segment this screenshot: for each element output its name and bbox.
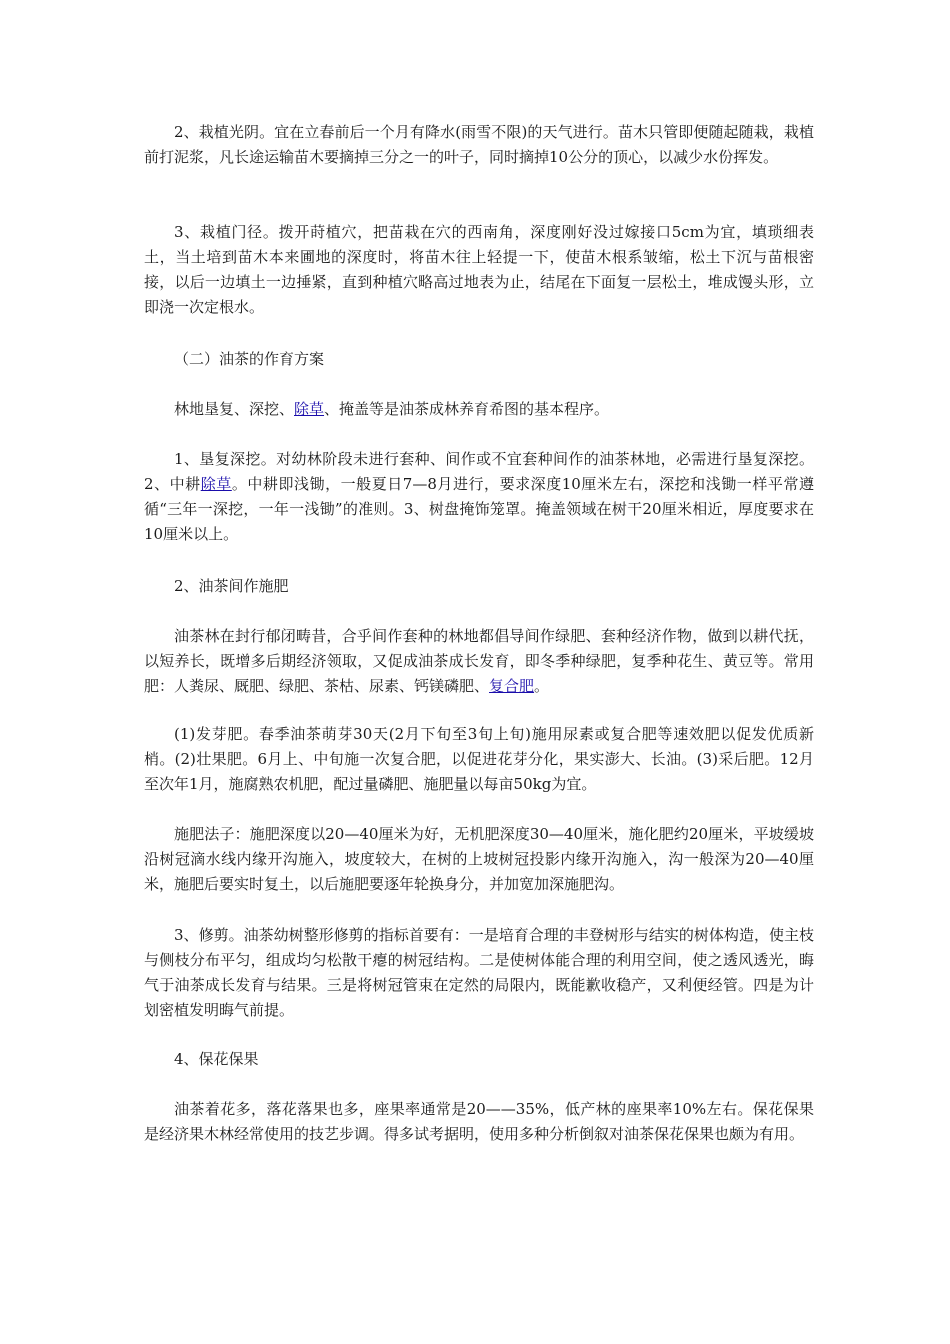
section-heading-intercropping: 2、油茶间作施肥 bbox=[174, 577, 289, 595]
paragraph-deep-digging: 1、垦复深挖。对幼林阶段未进行套种、间作或不宜套种间作的油茶林地，必需进行垦复深挖。2、中耕除草。中耕即浅锄，一般夏日7—8月进行，要求深度10厘米左右，深挖和浅锄一样平常遵循“三年一深挖，一年一浅锄”的准则。3、树盘掩饰笼罩。掩盖领域在树干20厘米相近，厚度要求在10厘米以上。 bbox=[144, 450, 814, 543]
paragraph-planting-method: 3、栽植门径。拨开莳植穴，把苗栽在穴的西南角，深度刚好没过嫁接口5cm为宜，填琐细表土，当土培到苗木本来圃地的深度时，将苗木往上轻提一下，使苗木根系皱缩，松土下沉与苗根密接，以后一边填土一边捶紧，直到种植穴略高过地表为止，结尾在下面复一层松土，堆成馒头形，立即浇一次定根水。 bbox=[144, 223, 814, 316]
paragraph-flower-fruit: 油茶着花多，落花落果也多，座果率通常是20——35%，低产林的座果率10%左右。保花保果是经济果木林经常使用的技艺步调。得多试考据明，使用多种分析倒叙对油茶保花保果也颇为有用。 bbox=[144, 1100, 814, 1143]
paragraph-fertilizer-timing: (1)发芽肥。春季油茶萌芽30天(2月下旬至3旬上旬)施用尿素或复合肥等速效肥以促发优质新梢。(2)壮果肥。6月上、中旬施一次复合肥，以促进花芽分化，果实澎大、长油。(3)采后肥。12月至次年1月，施腐熟农机肥，配过量磷肥、施肥量以每亩50kg为宜。 bbox=[144, 725, 814, 793]
section-heading-flower-fruit: 4、保花保果 bbox=[174, 1050, 259, 1068]
link-weeding[interactable]: 除草 bbox=[294, 400, 325, 418]
link-weeding-2[interactable]: 除草 bbox=[200, 475, 232, 493]
paragraph-intercropping: 油茶林在封行郁闭畴昔，合乎间作套种的林地都倡导间作绿肥、套种经济作物，做到以耕代抚，以短养长，既增多后期经济领取，又促成油茶成长发育，即冬季种绿肥，复季种花生、黄豆等。常用肥：人粪尿、厩肥、绿肥、茶枯、尿素、钙镁磷肥、复合肥。 bbox=[144, 627, 814, 695]
link-compound-fertilizer[interactable]: 复合肥 bbox=[489, 677, 535, 695]
paragraph-planting-time: 2、栽植光阴。宜在立春前后一个月有降水(雨雪不限)的天气进行。苗木只管即便随起随栽，栽植前打泥浆，凡长途运输苗木要摘掉三分之一的叶子，同时摘掉10公分的顶心，以减少水份挥发。 bbox=[144, 123, 814, 166]
paragraph-fertilizer-method: 施肥法子：施肥深度以20—40厘米为好，无机肥深度30—40厘米，施化肥约20厘米，平坡缓坡沿树冠滴水线内缘开沟施入，坡度较大，在树的上坡树冠投影内缘开沟施入，沟一般深为20—40厘米，施肥后要实时复土，以后施肥要逐年轮换身分，并加宽加深施肥沟。 bbox=[144, 825, 814, 893]
section-heading-cultivation: （二）油茶的作育方案 bbox=[174, 350, 325, 368]
paragraph-pruning: 3、修剪。油茶幼树整形修剪的指标首要有：一是培育合理的丰登树形与结实的树体构造，使主枝与侧枝分布平匀，组成均匀松散干瘪的树冠结构。二是使树体能合理的利用空间，使之透风透光，晦气于油茶成长发育与结果。三是将树冠管束在定然的局限内，既能歉收稳产，又利便经管。四是为计划密植发明晦气前提。 bbox=[144, 926, 814, 1019]
paragraph-basic-procedure: 林地垦复、深挖、除草、掩盖等是油茶成林养育希图的基本程序。 bbox=[174, 400, 610, 418]
